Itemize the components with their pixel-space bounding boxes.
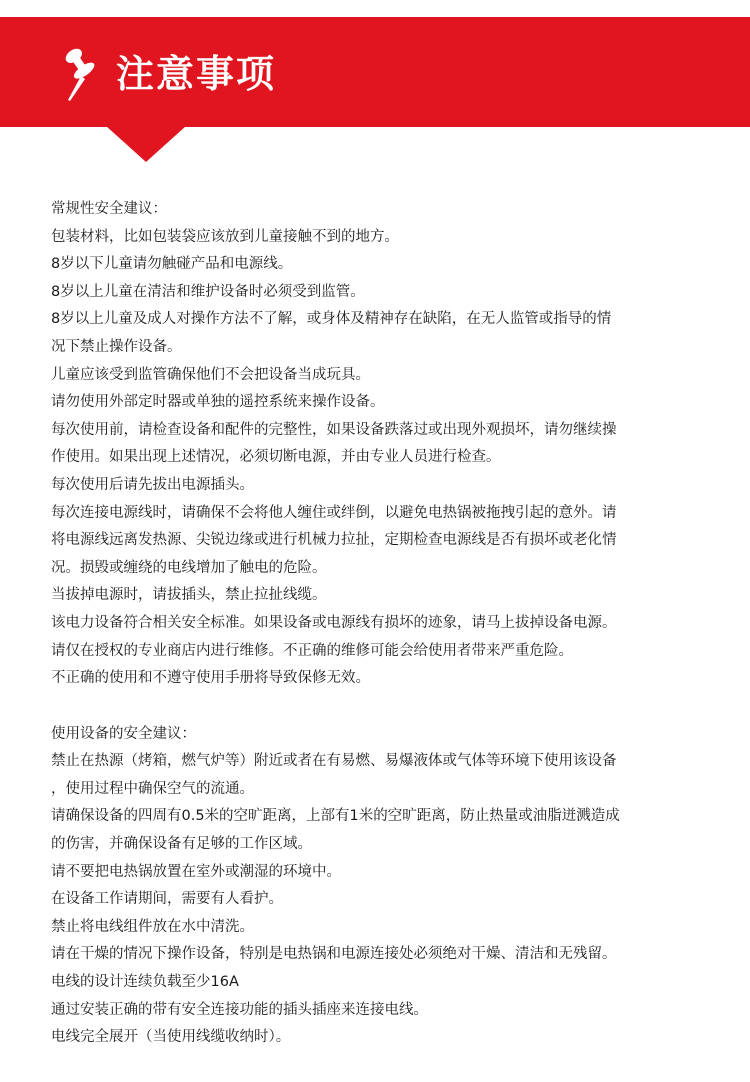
text-line: 作使用。如果出现上述情况，必须切断电源，并由专业人员进行检查。 [51, 449, 501, 466]
text-line: 包装材料，比如包装袋应该放到儿童接触不到的地方。 [51, 228, 399, 245]
notice-content [51, 196, 701, 1052]
text-line: 请仅在授权的专业商店内进行维修。不正确的维修可能会给使用者带来严重危险。 [51, 642, 573, 659]
page-title: 注意事项 [116, 52, 277, 96]
text-line: 每次使用后请先拔出电源插头。 [51, 476, 254, 493]
text-line: 8岁以上儿童及成人对操作方法不了解，或身体及精神存在缺陷，在无人监管或指导的情 [51, 311, 612, 328]
text-line: 不正确的使用和不遵守使用手册将导致保修无效。 [51, 670, 370, 687]
section-heading: 使用设备的安全建议： [51, 725, 196, 742]
text-line: 8岁以下儿童请勿触碰产品和电源线。 [51, 256, 293, 273]
text-line: 在设备工作请期间，需要有人看护。 [51, 891, 283, 908]
text-line: 的伤害，并确保设备有足够的工作区域。 [51, 836, 312, 853]
text-line: 8岁以上儿童在清洁和维护设备时必须受到监管。 [51, 283, 365, 300]
text-line: 儿童应该受到监管确保他们不会把设备当成玩具。 [51, 366, 370, 383]
general-safety-section [51, 196, 701, 693]
usage-safety-section [51, 721, 701, 1052]
text-line: 请在干燥的情况下操作设备，特别是电热锅和电源连接处必须绝对干燥、清洁和无残留。 [51, 946, 617, 963]
text-line: 每次使用前，请检查设备和配件的完整性，如果设备跌落过或出现外观损坏，请勿继续操 [51, 421, 617, 438]
text-line: 请不要把电热锅放置在室外或潮湿的环境中。 [51, 863, 341, 880]
section-heading: 常规性安全建议： [51, 201, 167, 217]
text-line: 禁止在热源（烤箱，燃气炉等）附近或者在有易燃、易爆液体或气体等环境下使用该设备 [51, 753, 617, 770]
text-line: 请勿使用外部定时器或单独的遥控系统来操作设备。 [51, 394, 385, 411]
banner-notch [106, 126, 186, 162]
text-line: 电线的设计连续负载至少16A [51, 974, 239, 991]
text-line: 当拔掉电源时，请拔插头，禁止拉扯线缆。 [51, 587, 327, 604]
text-line: 况。损毁或缠绕的电线增加了触电的危险。 [51, 559, 327, 576]
text-line: 禁止将电线组件放在水中清洗。 [51, 918, 254, 935]
pushpin-icon [60, 45, 106, 105]
text-line: 通过安装正确的带有安全连接功能的插头插座来连接电线。 [51, 1001, 428, 1018]
text-line: 将电源线远离发热源、尖锐边缘或进行机械力拉扯，定期检查电源线是否有损坏或老化情 [51, 532, 617, 549]
header-banner [0, 17, 750, 127]
text-line: 请确保设备的四周有0.5米的空旷距离，上部有1米的空旷距离，防止热量或油脂迸溅造成 [51, 808, 620, 825]
text-line: 电线完全展开（当使用线缆收纳时）。 [51, 1029, 291, 1046]
text-line: 况下禁止操作设备。 [51, 338, 182, 355]
text-line: 该电力设备符合相关安全标准。如果设备或电源线有损坏的迹象，请马上拔掉设备电源。 [51, 614, 617, 631]
text-line: 每次连接电源线时，请确保不会将他人缠住或绊倒，以避免电热锅被拖拽引起的意外。请 [51, 504, 617, 521]
text-line: ，使用过程中确保空气的流通。 [51, 780, 254, 797]
